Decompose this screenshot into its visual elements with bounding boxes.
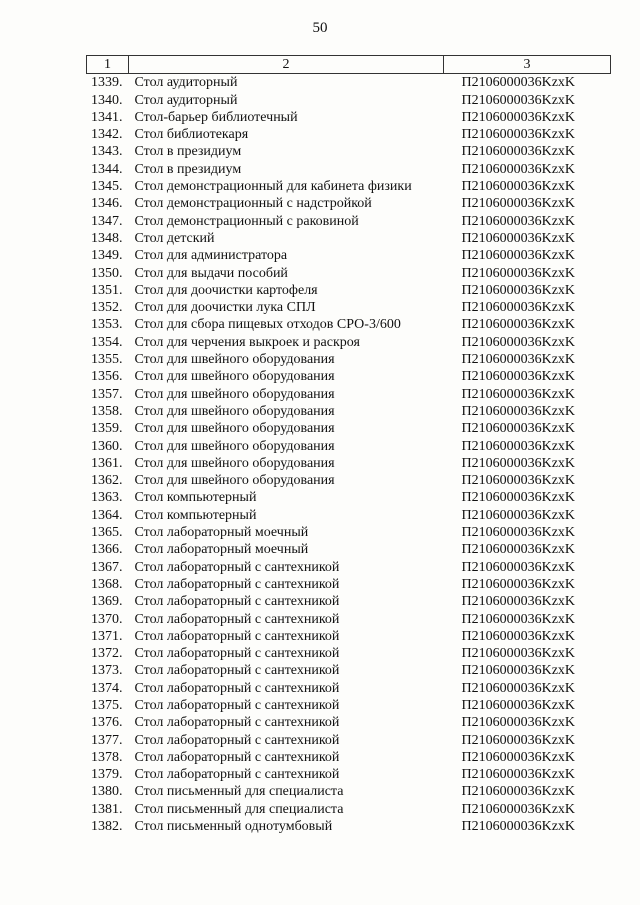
item-name: Стол лабораторный с сантехникой [134, 646, 340, 662]
item-name: Стол лабораторный с сантехникой [134, 697, 340, 713]
item-name: Стол компьютерный [134, 490, 257, 506]
table-row [87, 230, 611, 247]
item-name: Стол библиотекаря [134, 127, 249, 143]
row-number: 1354. [91, 334, 123, 350]
table-row [87, 628, 611, 645]
item-name: Стол лабораторный с сантехникой [134, 767, 340, 783]
row-number: 1379. [91, 767, 123, 783]
row-number: 1378. [91, 749, 123, 765]
row-number: 1357. [91, 386, 123, 402]
item-code: П2106000036KzxK [461, 179, 576, 195]
table-row [87, 351, 611, 368]
item-name: Стол для черчения выкроек и раскроя [134, 334, 360, 350]
item-name: Стол для доочистки лука СПЛ [134, 300, 316, 316]
row-number: 1369. [91, 594, 123, 610]
row-number: 1342. [91, 127, 123, 143]
row-number: 1376. [91, 715, 123, 731]
table-row [87, 109, 611, 126]
item-name: Стол детский [134, 230, 215, 246]
row-number: 1345. [91, 179, 123, 195]
table-row [87, 386, 611, 403]
table-row [87, 178, 611, 195]
table-row [87, 593, 611, 610]
item-code: П2106000036KzxK [461, 455, 576, 471]
table-row [87, 576, 611, 593]
row-number: 1381. [91, 801, 123, 817]
item-code: П2106000036KzxK [461, 594, 576, 610]
table-row [87, 195, 611, 212]
table-row [87, 766, 611, 783]
table-row [87, 143, 611, 160]
row-number: 1361. [91, 455, 123, 471]
row-number: 1380. [91, 784, 123, 800]
item-code: П2106000036KzxK [461, 819, 576, 835]
item-code: П2106000036KzxK [461, 680, 576, 696]
row-number: 1366. [91, 542, 123, 558]
item-code: П2106000036KzxK [461, 576, 576, 592]
table-row [87, 368, 611, 385]
column-header-code: 3 [444, 56, 611, 74]
item-name: Стол демонстрационный с надстройкой [134, 196, 372, 212]
row-number: 1351. [91, 282, 123, 298]
table-row [87, 334, 611, 351]
item-name: Стол в президиум [134, 144, 242, 160]
item-name: Стол письменный однотумбовый [134, 819, 333, 835]
item-code: П2106000036KzxK [461, 715, 576, 731]
table-row [87, 697, 611, 714]
row-number: 1365. [91, 525, 123, 541]
table-row [87, 489, 611, 506]
row-number: 1362. [91, 473, 123, 489]
item-name: Стол аудиторный [134, 92, 238, 108]
item-code: П2106000036KzxK [461, 196, 576, 212]
item-code: П2106000036KzxK [461, 92, 576, 108]
table-row [87, 161, 611, 178]
row-number: 1348. [91, 230, 123, 246]
item-name: Стол письменный для специалиста [134, 801, 344, 817]
table-row [87, 559, 611, 576]
item-code: П2106000036KzxK [461, 352, 576, 368]
row-number: 1364. [91, 507, 123, 523]
table-row [87, 749, 611, 766]
table-row [87, 714, 611, 731]
table-row [87, 541, 611, 558]
item-code: П2106000036KzxK [461, 749, 576, 765]
table-row [87, 316, 611, 333]
table-row [87, 472, 611, 489]
item-code: П2106000036KzxK [461, 663, 576, 679]
item-code: П2106000036KzxK [461, 403, 576, 419]
item-name: Стол лабораторный с сантехникой [134, 732, 340, 748]
row-number: 1368. [91, 576, 123, 592]
item-code: П2106000036KzxK [461, 697, 576, 713]
row-number: 1377. [91, 732, 123, 748]
table-row [87, 438, 611, 455]
item-name: Стол для швейного оборудования [134, 455, 335, 471]
item-name: Стол лабораторный с сантехникой [134, 663, 340, 679]
item-code: П2106000036KzxK [461, 611, 576, 627]
table-row [87, 74, 611, 92]
row-number: 1358. [91, 403, 123, 419]
table-row [87, 783, 611, 800]
row-number: 1374. [91, 680, 123, 696]
row-number: 1339. [87, 74, 129, 92]
header-row [87, 56, 611, 74]
item-name: Стол демонстрационный с раковиной [134, 213, 359, 229]
row-number: 1372. [91, 646, 123, 662]
item-code: П2106000036KzxK [461, 248, 576, 264]
item-name: Стол лабораторный с сантехникой [134, 749, 340, 765]
item-code: П2106000036KzxK [461, 784, 576, 800]
table-row [87, 420, 611, 437]
table-row [87, 455, 611, 472]
item-code: П2106000036KzxK [461, 265, 576, 281]
row-number: 1343. [91, 144, 123, 160]
row-number: 1373. [91, 663, 123, 679]
item-code: П2106000036KzxK [461, 767, 576, 783]
table-row [87, 732, 611, 749]
item-code: П2106000036KzxK [461, 127, 576, 143]
item-name: Стол в президиум [134, 161, 242, 177]
item-name: Стол лабораторный с сантехникой [134, 576, 340, 592]
item-code: П2106000036KzxK [461, 109, 576, 125]
item-code: П2106000036KzxK [461, 490, 576, 506]
item-code: П2106000036KzxK [461, 473, 576, 489]
item-name: Стол лабораторный моечный [134, 542, 309, 558]
row-number: 1355. [91, 352, 123, 368]
items-table [86, 55, 611, 835]
item-code: П2106000036KzxK [461, 507, 576, 523]
item-code: П2106000036KzxK [461, 144, 576, 160]
row-number: 1347. [91, 213, 123, 229]
item-code: П2106000036KzxK [461, 161, 576, 177]
item-name: Стол для швейного оборудования [134, 473, 335, 489]
item-name: Стол демонстрационный для кабинета физики [134, 179, 412, 195]
table-row [87, 403, 611, 420]
row-number: 1349. [91, 248, 123, 264]
row-number: 1341. [91, 109, 123, 125]
item-name: Стол для доочистки картофеля [134, 282, 318, 298]
item-code: П2106000036KzxK [461, 317, 576, 333]
item-code: П2106000036KzxK [444, 74, 611, 92]
item-name: Стол лабораторный с сантехникой [134, 628, 340, 644]
item-name: Стол компьютерный [134, 507, 257, 523]
item-name: Стол лабораторный с сантехникой [134, 715, 340, 731]
row-number: 1359. [91, 421, 123, 437]
item-name: Стол для швейного оборудования [134, 386, 335, 402]
item-name: Стол для швейного оборудования [134, 352, 335, 368]
item-name: Стол лабораторный с сантехникой [134, 559, 340, 575]
row-number: 1370. [91, 611, 123, 627]
table-row [87, 662, 611, 679]
row-number: 1352. [91, 300, 123, 316]
item-name: Стол для сбора пищевых отходов СРО-3/600 [134, 317, 401, 333]
row-number: 1353. [91, 317, 123, 333]
item-name: Стол лабораторный с сантехникой [134, 594, 340, 610]
table-row [87, 299, 611, 316]
row-number: 1356. [91, 369, 123, 385]
row-number: 1371. [91, 628, 123, 644]
table-header [87, 56, 611, 74]
row-number: 1363. [91, 490, 123, 506]
item-code: П2106000036KzxK [461, 334, 576, 350]
item-name: Стол письменный для специалиста [134, 784, 344, 800]
row-number: 1344. [91, 161, 123, 177]
item-name: Стол-барьер библиотечный [134, 109, 298, 125]
item-name: Стол для выдачи пособий [134, 265, 288, 281]
page-number: 50 [312, 20, 328, 36]
table-row [87, 126, 611, 143]
column-header-number: 1 [87, 56, 129, 74]
item-code: П2106000036KzxK [461, 801, 576, 817]
table-row [87, 801, 611, 818]
item-code: П2106000036KzxK [461, 646, 576, 662]
item-name: Стол для швейного оборудования [134, 403, 335, 419]
item-code: П2106000036KzxK [461, 230, 576, 246]
table-row [87, 247, 611, 264]
table-row [87, 265, 611, 282]
item-code: П2106000036KzxK [461, 542, 576, 558]
table-row [87, 92, 611, 109]
item-code: П2106000036KzxK [461, 525, 576, 541]
item-code: П2106000036KzxK [461, 213, 576, 229]
table-row [87, 524, 611, 541]
item-name: Стол для швейного оборудования [134, 369, 335, 385]
row-number: 1375. [91, 697, 123, 713]
table-row [87, 680, 611, 697]
item-code: П2106000036KzxK [461, 282, 576, 298]
item-name: Стол лабораторный моечный [134, 525, 309, 541]
item-code: П2106000036KzxK [461, 628, 576, 644]
row-number: 1360. [91, 438, 123, 454]
item-name: Стол лабораторный с сантехникой [134, 680, 340, 696]
item-code: П2106000036KzxK [461, 386, 576, 402]
table-row [87, 213, 611, 230]
table-row [87, 611, 611, 628]
item-name: Стол аудиторный [129, 74, 444, 92]
item-name: Стол для администратора [134, 248, 288, 264]
item-code: П2106000036KzxK [461, 559, 576, 575]
item-code: П2106000036KzxK [461, 732, 576, 748]
item-name: Стол для швейного оборудования [134, 438, 335, 454]
item-code: П2106000036KzxK [461, 300, 576, 316]
row-number: 1350. [91, 265, 123, 281]
table-row [87, 507, 611, 524]
table-body [87, 74, 611, 836]
item-code: П2106000036KzxK [461, 421, 576, 437]
item-code: П2106000036KzxK [461, 369, 576, 385]
item-name: Стол лабораторный с сантехникой [134, 611, 340, 627]
row-number: 1340. [91, 92, 123, 108]
item-code: П2106000036KzxK [461, 438, 576, 454]
row-number: 1382. [91, 819, 123, 835]
item-name: Стол для швейного оборудования [134, 421, 335, 437]
column-header-name: 2 [129, 56, 444, 74]
row-number: 1367. [91, 559, 123, 575]
table-row [87, 645, 611, 662]
row-number: 1346. [91, 196, 123, 212]
table-row [87, 282, 611, 299]
table-row [87, 818, 611, 835]
